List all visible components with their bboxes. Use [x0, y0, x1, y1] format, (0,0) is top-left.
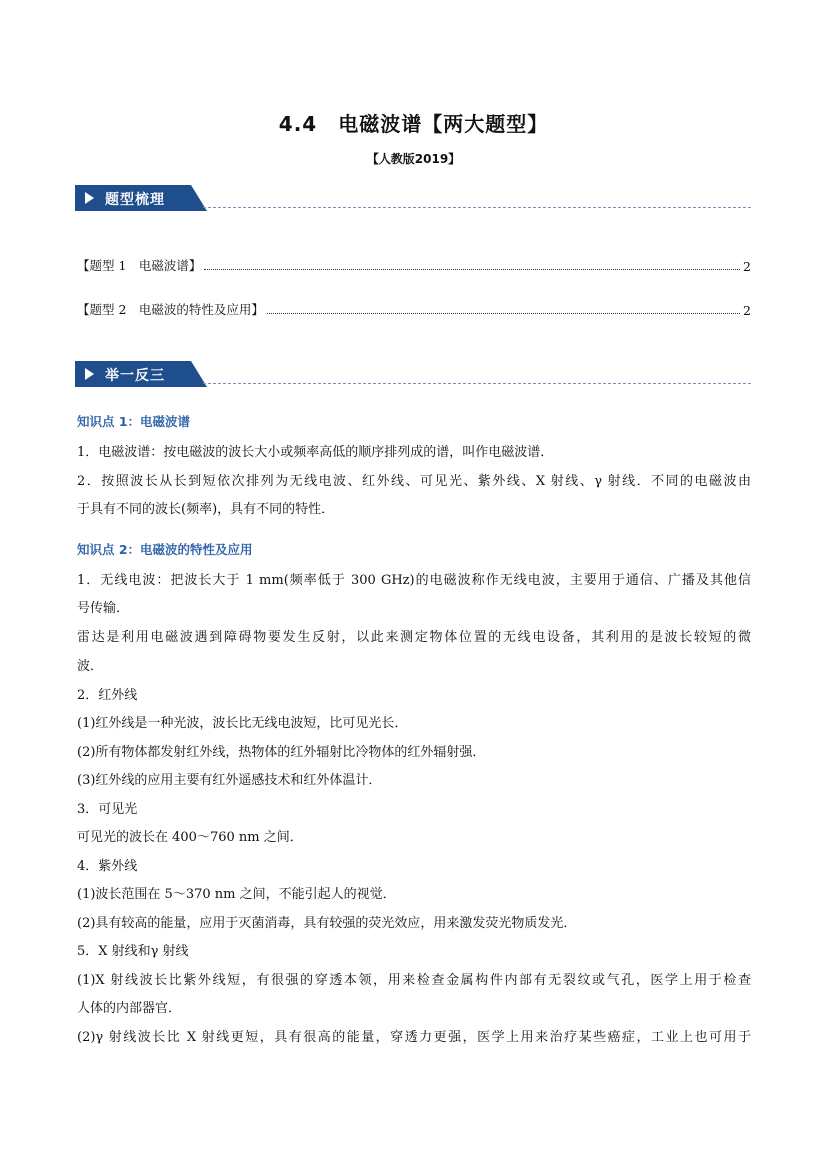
section-banner-overview — [75, 185, 751, 211]
knowledge-heading-2: 知识点 2：电磁波的特性及应用 — [77, 542, 253, 557]
text-line: 于具有不同的波长(频率)，具有不同的特性． — [77, 502, 335, 517]
text-line: (2)具有较高的能量，应用于灭菌消毒，具有较强的荧光效应，用来激发荧光物质发光． — [77, 916, 577, 931]
page-title: 4.4 电磁波谱【两大题型】 — [278, 112, 549, 136]
text-line: 可见光的波长在 400～760 nm 之间． — [77, 830, 303, 845]
text-line: (2)γ 射线波长比 X 射线更短，具有很高的能量，穿透力更强，医学上用来治疗某些癌症，工业上也可用于 — [77, 1030, 751, 1045]
text-line: 5．X 射线和γ 射线 — [77, 944, 189, 959]
text-line: 4．紫外线 — [77, 859, 138, 874]
toc-leader — [267, 313, 740, 314]
page-subtitle: 【人教版2019】 — [366, 152, 461, 166]
text-line: (3)红外线的应用主要有红外遥感技术和红外体温计． — [77, 773, 382, 788]
toc-entry-1[interactable] — [77, 256, 751, 274]
text-line: (1)红外线是一种光波，波长比无线电波短，比可见光长． — [77, 716, 408, 731]
toc-leader — [204, 269, 740, 270]
text-line: 1．电磁波谱：按电磁波的波长大小或频率高低的顺序排列成的谱，叫作电磁波谱． — [77, 445, 554, 460]
banner-tab — [75, 361, 207, 387]
toc-label[interactable]: 【题型 2 电磁波的特性及应用】 — [77, 302, 264, 317]
text-line: (1)X 射线波长比紫外线短，有很强的穿透本领，用来检查金属构件内部有无裂纹或气孔，医学上用于检查 — [77, 973, 751, 988]
banner-label: 题型梳理 — [105, 192, 165, 208]
toc-label[interactable]: 【题型 1 电磁波谱】 — [77, 258, 202, 273]
section-banner-examples — [75, 361, 751, 387]
text-line: 1．无线电波：把波长大于 1 mm(频率低于 300 GHz)的电磁波称作无线电波，主要用于通信、广播及其他信 — [77, 573, 751, 588]
text-line: 人体的内部器官． — [77, 1001, 182, 1016]
banner-rule — [203, 383, 751, 384]
text-line: 3．可见光 — [77, 802, 138, 817]
banner-label: 举一反三 — [105, 368, 165, 384]
toc-page-number[interactable]: 2 — [743, 303, 751, 318]
knowledge-heading-1: 知识点 1：电磁波谱 — [77, 414, 191, 429]
text-line: (2)所有物体都发射红外线，热物体的红外辐射比冷物体的红外辐射强． — [77, 745, 486, 760]
banner-rule — [203, 207, 751, 208]
text-line: 波． — [77, 659, 104, 674]
text-line: 号传输． — [77, 601, 130, 616]
text-line: (1)波长范围在 5～370 nm 之间，不能引起人的视觉． — [77, 887, 396, 902]
toc-entry-2[interactable] — [77, 300, 751, 318]
toc-page-number[interactable]: 2 — [743, 259, 751, 274]
text-line: 雷达是利用电磁波遇到障碍物要发生反射，以此来测定物体位置的无线电设备，其利用的是波长较短的微 — [77, 630, 751, 645]
banner-tab — [75, 185, 207, 211]
text-line: 2．红外线 — [77, 688, 138, 703]
text-line: 2．按照波长从长到短依次排列为无线电波、红外线、可见光、紫外线、X 射线、γ 射线．不同的电磁波由 — [77, 474, 751, 489]
